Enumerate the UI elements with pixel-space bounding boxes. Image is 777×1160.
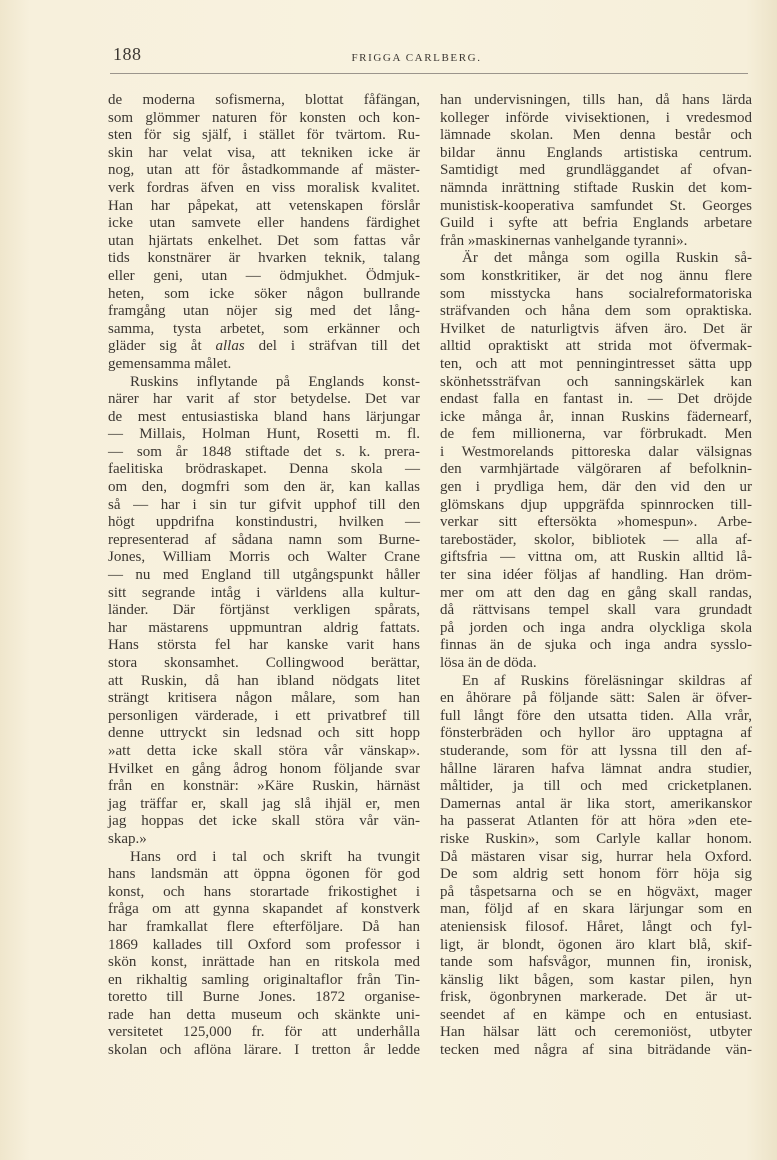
- text-line: de moderna sofismerna, blottat fåfängan,: [108, 92, 420, 108]
- text-line: Han har påpekat, att vetenskapen förslår: [108, 197, 420, 214]
- text-line: verk fordras äfven en viss moralisk kvalitet.: [108, 179, 420, 196]
- text-line: Ruskins inflytande på Englands konst-: [130, 373, 420, 390]
- text-line: Damernas antal är lika stort, amerikanskor: [440, 795, 752, 812]
- right-text-column: [440, 92, 752, 1060]
- text-line: skin har velat visa, att tekniken icke är: [108, 144, 420, 161]
- text-line: som glömmer naturen för konsten och kon-: [108, 109, 420, 126]
- text-line: Jones, William Morris och Walter Crane: [108, 549, 420, 566]
- text-line: seendet af en kämpe och en entusiast.: [440, 1006, 752, 1023]
- text-line: bildar ännu Englands artistiska centrum.: [440, 144, 752, 161]
- text-line: ha passerat Atlanten för att höra »den ete-: [440, 813, 752, 830]
- text-line: kolleger införde vivisektionen, i vredesmod: [440, 109, 752, 126]
- text-line: verkar sitt eftersökta »homespun». Arbe-: [440, 514, 752, 531]
- text-line: man, följd af en skara lärjungar som en: [440, 901, 752, 918]
- text-line: En af Ruskins föreläsningar skildras af: [462, 672, 752, 689]
- text-line: tecken med några af sina biträdande vän-: [440, 1042, 752, 1059]
- text-line: heten, som icke söker någon bullrande: [108, 285, 420, 302]
- text-line: den varmhjärtade välgöraren af befolknin-: [440, 461, 752, 478]
- text-line: framgång utan nöjer sig med det lång-: [108, 303, 420, 320]
- text-line: måltider, ja till och med cricketplanen.: [440, 778, 752, 795]
- text-line: faelitiska brödraskapet. Denna skola —: [108, 461, 420, 478]
- text-line: som konstkritiker, är det nog ännu flere: [440, 267, 752, 284]
- text-line: rade han detta museum och skänkte uni-: [108, 1006, 420, 1023]
- text-line: har mästarens uppmuntran aldrig fattats.: [108, 619, 420, 636]
- text-line: Då mästaren visar sig, hurrar hela Oxford.: [440, 848, 752, 865]
- text-line: Guild i syfte att befria Englands arbetare: [440, 215, 752, 232]
- text-line: om den, dogmfri som den är, kan kallas: [108, 479, 420, 496]
- text-line: gemensamma målet.: [108, 355, 232, 372]
- text-line: har framkallat flere efterföljare. Då han: [108, 918, 420, 935]
- text-line: tids konstnärer är hvarken teknik, talang: [108, 250, 420, 267]
- text-line: de fem millionerna, var förbrukadt. Men: [440, 426, 752, 443]
- text-line: denne uttryckt sin ledsnad och sitt hopp: [108, 725, 420, 742]
- text-line: då rättvisans tempel skall vara grundadt: [440, 602, 752, 619]
- text-line: full långt före den utsatta tiden. Alla vrår,: [440, 707, 752, 724]
- text-segment: gläder sig åt: [108, 338, 216, 355]
- text-line: hållne läraren hafva lämnat andra studier,: [440, 760, 752, 777]
- text-line: icke många år, innan Ruskins fädernearf,: [440, 408, 752, 425]
- text-line: som misstycka hans socialreformatoriska: [440, 285, 752, 302]
- text-line: lösa än de döda.: [440, 655, 537, 671]
- text-line: munistisk-kooperativa samfundet St. Georges: [440, 197, 752, 214]
- text-line: jag träffar er, skall jag slå ihjäl er, men: [108, 795, 420, 812]
- text-line: känslig likt bågen, som kastar pilen, hyn: [440, 971, 752, 988]
- text-line: från en konstnär: »Käre Ruskin, härnäst: [108, 778, 420, 795]
- text-line: strängt kritisera någon målare, som han: [108, 690, 420, 707]
- text-line: ligt, är blondt, ögonen äro klart blå, skif-: [440, 936, 752, 953]
- text-line: han undervisningen, tills han, då hans lärda: [440, 92, 752, 108]
- text-line: Samtidigt med grundläggandet af ofvan-: [440, 162, 752, 179]
- text-line: riske Ruskin», som Carlyle kallar honom.: [440, 830, 752, 847]
- text-line: skönhetssträfvan och sanningskärlek kan: [440, 373, 752, 390]
- text-line: stora skonsamhet. Collingwood berättar,: [108, 655, 420, 671]
- text-line: personligen värderade, i ett privatbref till: [108, 707, 420, 724]
- header-rule: [110, 73, 748, 74]
- text-line: samma, tysta arbetet, som erkänner och: [108, 320, 420, 337]
- text-line: gen i prydliga hem, där den vid den ur: [440, 479, 752, 496]
- text-line: tarebostäder, skolor, bibliotek — alla af-: [440, 531, 752, 548]
- left-text-column: [108, 92, 420, 1060]
- text-line: högt uppdrifna konstindustri, hvilken —: [108, 514, 420, 531]
- text-line: att Ruskin, då han ibland nödgats litet: [108, 672, 420, 689]
- text-line: frisk, ögonbrynen markerade. Det är ut-: [440, 989, 752, 1006]
- text-line: ter sina idéer följas af handling. Han dröm-: [440, 567, 752, 584]
- text-line: Hvilket de naturligtvis äfven äro. Det är: [440, 320, 752, 337]
- text-line: sträfvanden och håna dem som opraktiska.: [440, 303, 752, 320]
- text-line: Hans största fel har kanske varit hans: [108, 637, 420, 654]
- text-line: versitetet 125,000 fr. för att underhålla: [108, 1024, 420, 1041]
- text-line: länder. Där förtjänst verkligen spårats,: [108, 602, 420, 619]
- text-line: Hans ord i tal och skrift ha tvungit: [130, 848, 420, 865]
- text-line: — nu med England till utgångspunkt håller: [108, 567, 420, 584]
- text-line: lämnade skolan. Men denna består och: [440, 127, 752, 144]
- text-line: på tåspetsarna och se en högväxt, mager: [440, 883, 752, 900]
- text-line: studerande, som för att lyssna till den af-: [440, 742, 752, 759]
- text-line: icke utan samvete eller handens färdighet: [108, 215, 420, 232]
- text-line: Hvilket en gång ådrog honom följande svar: [108, 760, 420, 777]
- text-line: skap.»: [108, 830, 147, 847]
- text-line: endast falla en fantast in. — Det dröjde: [440, 391, 752, 408]
- text-line: mer om att den dag en gång skall randas,: [440, 584, 752, 601]
- text-line: Är det många som ogilla Ruskin så-: [462, 250, 752, 267]
- text-line: fråga om att gynna skapandet af konstverk: [108, 901, 420, 918]
- text-line: en rikhaltig samling originaltaflor från Tin-: [108, 971, 420, 988]
- text-line: utan hjärtats enkelhet. Det som fattas vår: [108, 232, 420, 249]
- text-segment: del i sträfvan till det: [244, 338, 420, 355]
- text-line: tande som hafsvågor, munnen fin, ironisk,: [440, 954, 752, 971]
- text-line: från »maskinernas vanhelgande tyranni».: [440, 232, 688, 249]
- text-line: ateniensisk filosof. Håret, långt och fyl-: [440, 918, 752, 935]
- text-line: toretto till Burne Jones. 1872 organise-: [108, 989, 420, 1006]
- text-line: nog, utan att för åstadkommande af mäster-: [108, 162, 420, 179]
- text-line: — som år 1848 stiftade det s. k. prera-: [108, 443, 420, 460]
- text-line: Han hälsar lätt och ceremoniöst, utbyter: [440, 1024, 752, 1041]
- text-line: skolan och aflöna lärare. I tretton år ledde: [108, 1042, 420, 1059]
- text-line: sten för sig själf, i stället för tvärtom. Ru-: [108, 127, 420, 144]
- text-line: 1869 kallades till Oxford som professor i: [108, 936, 420, 953]
- text-line: närer har varit af stor betydelse. Det var: [108, 391, 420, 408]
- text-line: en åhörare på följande sätt: Salen är öfver-: [440, 690, 752, 707]
- emphasized-word: allas: [215, 338, 245, 355]
- text-line: jag hoppas det icke skall störa vår vän-: [108, 813, 420, 830]
- text-line: de mest entusiastiska bland hans lärjungar: [108, 408, 420, 425]
- text-line: skön konst, inrättade han en ritskola med: [108, 954, 420, 971]
- text-line: De som aldrig sett honom förr höja sig: [440, 866, 752, 883]
- text-line: alltid opraktiskt att strida mot öfvermak-: [440, 338, 752, 355]
- text-line: representerad af sådana namn som Burne-: [108, 531, 420, 548]
- text-line: — Millais, Holman Hunt, Rosetti m. fl.: [108, 426, 420, 443]
- text-line: fönsterbräden och hyllor äro upptagna af: [440, 725, 752, 742]
- page-number: 188: [113, 44, 142, 64]
- text-line: giftsfria — vittna om, att Ruskin alltid lå-: [440, 549, 752, 566]
- text-line: hans landsmän att öppna ögonen för god: [108, 866, 420, 883]
- running-header: FRIGGA CARLBERG.: [351, 52, 482, 64]
- text-line: sitt segrande intåg i världens alla kultur-: [108, 584, 420, 601]
- text-line: eller geni, utan — ödmjukhet. Ödmjuk-: [108, 267, 420, 284]
- text-line: på jorden och inga andra olyckliga skola: [440, 619, 752, 636]
- text-line: konst, och hans storartade frikostighet i: [108, 883, 420, 900]
- text-line: glömskans djup uppgräfda spinnrocken till-: [440, 496, 752, 513]
- text-line: ten, och att mot penningintresset sätta upp: [440, 355, 752, 372]
- text-line: [108, 338, 420, 356]
- text-line: så — har i sin tur gifvit upphof till den: [108, 496, 420, 513]
- text-line: i Westmorelands pittoreska dalar välsignas: [440, 443, 752, 460]
- text-line: nämnda inrättning stiftade Ruskin det kom-: [440, 179, 752, 196]
- text-line: »att detta icke skall störa vår vänskap».: [108, 742, 420, 759]
- text-line: finnas än de sjuka och inga andra sysslo-: [440, 637, 752, 654]
